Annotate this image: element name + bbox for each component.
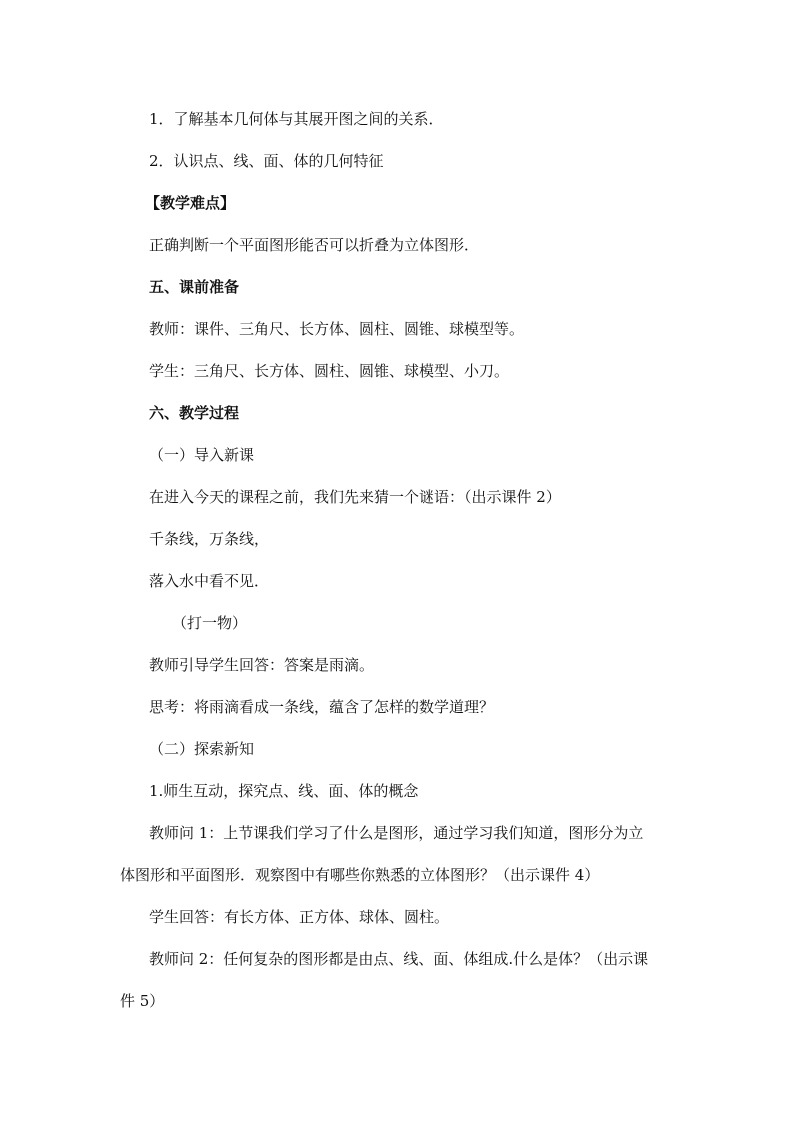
riddle-line-2: 落入水中看不见． xyxy=(149,572,270,590)
section-heading-preparation: 五、课前准备 xyxy=(149,278,240,296)
section-heading-process: 六、教学过程 xyxy=(149,404,240,422)
objective-line-2: 2．认识点、线、面、体的几何特征 xyxy=(149,152,384,170)
riddle-line-1: 千条线，万条线， xyxy=(149,530,270,548)
teacher-question-1-part-1: 教师问 1：上节课我们学习了什么是图形，通过学习我们知道，图形分为立 xyxy=(149,824,644,842)
subsection-heading-intro: （一）导入新课 xyxy=(149,446,255,464)
objective-line-1: 1．了解基本几何体与其展开图之间的关系． xyxy=(149,110,444,128)
subsection-heading-explore: （二）探索新知 xyxy=(149,740,255,758)
student-answer: 学生回答：有长方体、正方体、球体、圆柱。 xyxy=(149,908,450,926)
teacher-question-2-part-2: 件 5） xyxy=(120,992,165,1010)
activity-heading: 1.师生互动，探究点、线、面、体的概念 xyxy=(149,782,419,800)
teacher-materials: 教师：课件、三角尺、长方体、圆柱、圆锥、球模型等。 xyxy=(149,320,525,338)
thinking-question: 思考：将雨滴看成一条线，蕴含了怎样的数学道理？ xyxy=(149,698,495,716)
teacher-question-1-part-2: 体图形和平面图形．观察图中有哪些你熟悉的立体图形？（出示课件 4） xyxy=(120,866,600,884)
teacher-answer: 教师引导学生回答：答案是雨滴。 xyxy=(149,656,375,674)
teaching-difficulty-text: 正确判断一个平面图形能否可以折叠为立体图形． xyxy=(149,236,480,254)
riddle-hint: （打一物） xyxy=(172,614,248,632)
teacher-question-2-part-1: 教师问 2：任何复杂的图形都是由点、线、面、体组成.什么是体？（出示课 xyxy=(149,950,649,968)
student-materials: 学生：三角尺、长方体、圆柱、圆锥、球模型、小刀。 xyxy=(149,362,510,380)
riddle-intro: 在进入今天的课程之前，我们先来猜一个谜语：（出示课件 2） xyxy=(149,488,561,506)
teaching-difficulty-heading: 【教学难点】 xyxy=(145,194,236,212)
